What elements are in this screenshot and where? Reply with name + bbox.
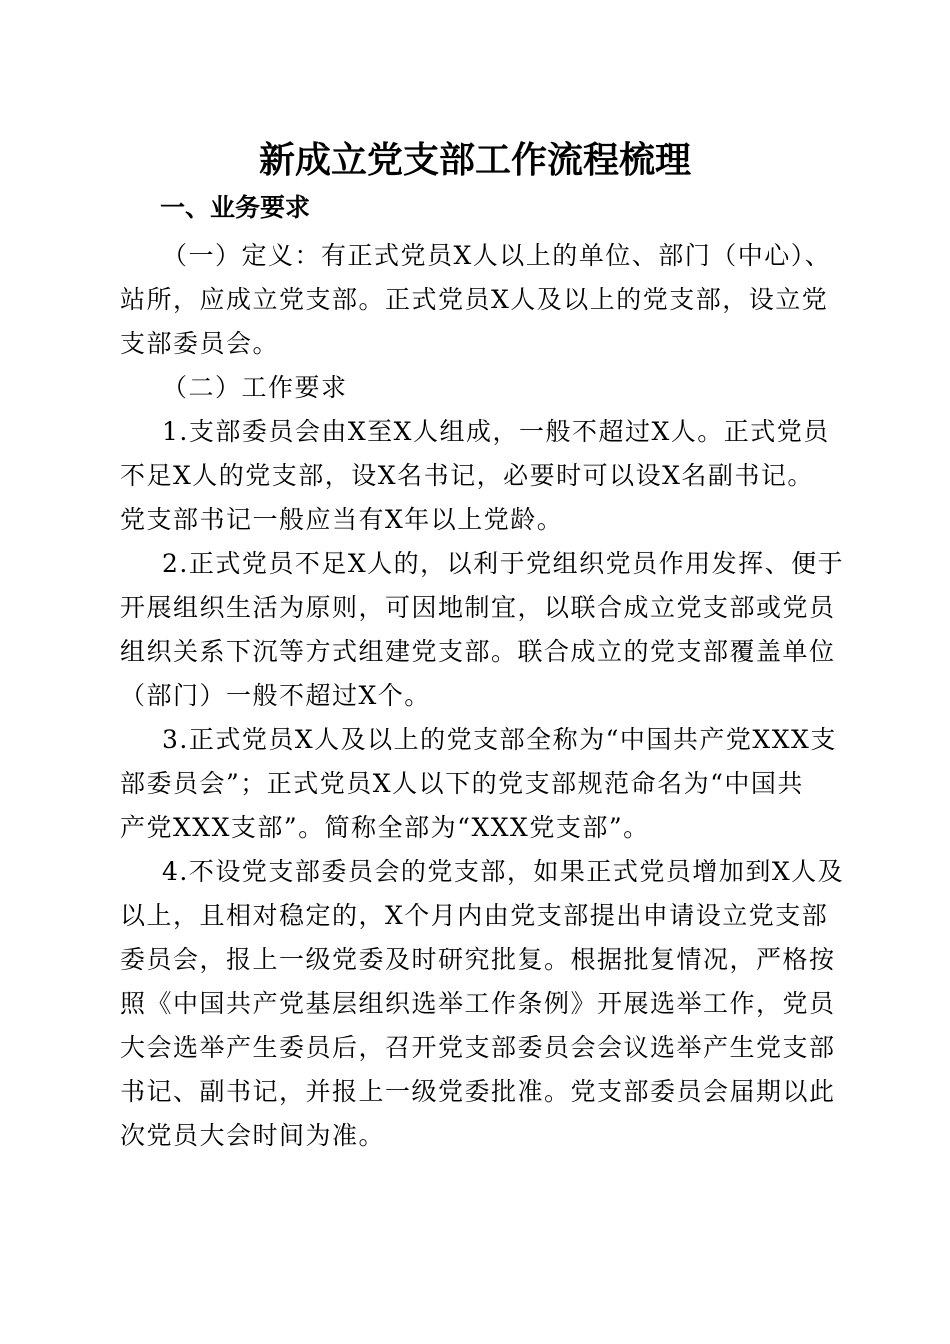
paragraph-line: 1.支部委员会由X至X人组成，一般不超过X人。正式党员 [162, 417, 830, 446]
paragraph-line: 2.正式党员不足X人的，以利于党组织党员作用发挥、便于 [162, 549, 845, 578]
paragraph-line: 委员会，报上一级党委及时研究批复。根据批复情况，严格按 [120, 945, 836, 974]
paragraph-line: 站所，应成立党支部。正式党员X人及以上的党支部，设立党 [120, 285, 829, 314]
requirement-item-1 [120, 410, 830, 542]
paragraph-line: 3.正式党员X人及以上的党支部全称为“中国共产党XXX支 [162, 725, 837, 754]
paragraph-line: 党支部书记一般应当有X年以上党龄。 [120, 505, 564, 534]
document-title: 新成立党支部工作流程梳理 [258, 139, 691, 181]
paragraph-line: 以上，且相对稳定的，X个月内由党支部提出申请设立党支部 [120, 901, 829, 930]
paragraph-line: 书记、副书记，并报上一级党委批准。党支部委员会届期以此 [120, 1077, 836, 1106]
paragraph-line: 产党XXX支部”。简称全部为“XXX党支部”。 [120, 813, 650, 842]
requirement-item-2 [120, 542, 845, 718]
work-requirements-heading [120, 366, 830, 410]
paragraph-line: 组织关系下沉等方式组建党支部。联合成立的党支部覆盖单位 [120, 637, 836, 666]
paragraph-line: 4.不设党支部委员会的党支部，如果正式党员增加到X人及 [162, 857, 845, 886]
paragraph-line: 不足X人的党支部，设X名书记，必要时可以设X名副书记。 [120, 461, 814, 490]
paragraph-line: 照《中国共产党基层组织选举工作条例》开展选举工作，党员 [120, 989, 836, 1018]
paragraph-line: 开展组织生活为原则，可因地制宜，以联合成立党支部或党员 [120, 593, 836, 622]
subsection-heading: （二）工作要求 [162, 373, 348, 402]
paragraph-line: 部委员会”；正式党员X人以下的党支部规范命名为“中国共 [120, 769, 804, 798]
paragraph-line: （部门）一般不超过X个。 [120, 681, 431, 710]
paragraph-line: （一）定义：有正式党员X人以上的单位、部门（中心）、 [162, 241, 832, 270]
paragraph-line: 次党员大会时间为准。 [120, 1121, 386, 1150]
definition-paragraph [120, 234, 830, 366]
paragraph-line: 支部委员会。 [120, 329, 280, 358]
requirement-item-4 [120, 850, 845, 1158]
paragraph-line: 大会选举产生委员后，召开党支部委员会会议选举产生党支部 [120, 1033, 836, 1062]
requirement-item-3 [120, 718, 837, 850]
section-heading-business-requirements: 一、业务要求 [160, 193, 311, 222]
